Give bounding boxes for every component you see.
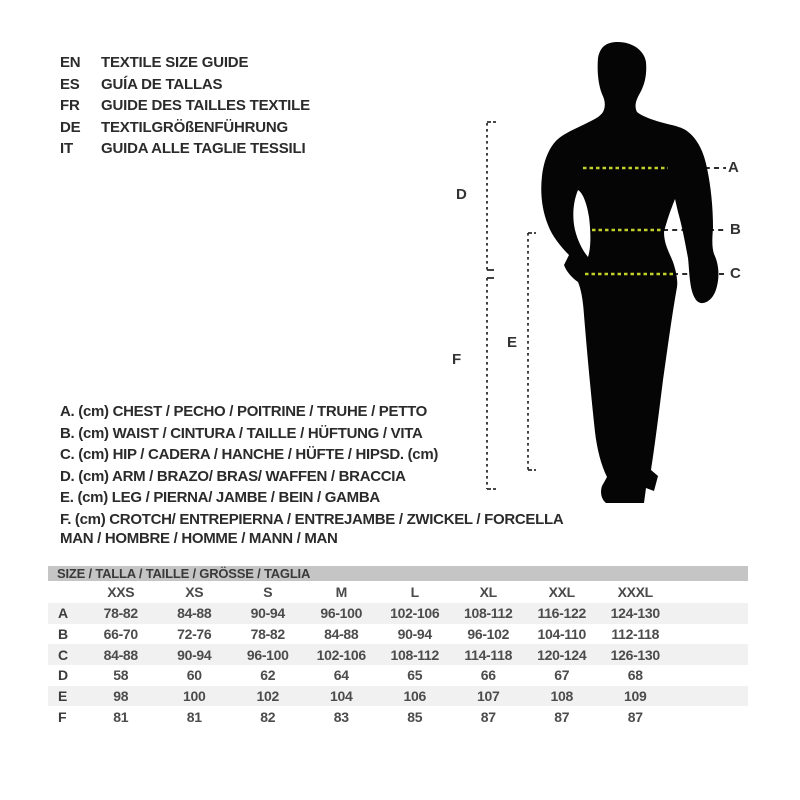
cell-b-s: 78-82 bbox=[250, 626, 285, 643]
cell-a-xxl: 116-122 bbox=[537, 605, 586, 622]
cell-d-l: 65 bbox=[407, 667, 423, 684]
cell-f-l: 85 bbox=[407, 708, 423, 725]
cell-e-s: 102 bbox=[256, 688, 279, 705]
cell-c-xxl: 120-124 bbox=[537, 646, 587, 663]
cell-f-xxl: 87 bbox=[554, 708, 570, 725]
marker-label-arm: D bbox=[456, 186, 467, 203]
cell-e-xs: 100 bbox=[183, 688, 206, 705]
row-label-a: A bbox=[58, 605, 69, 622]
cell-a-xl: 108-112 bbox=[463, 605, 513, 622]
man-silhouette bbox=[541, 42, 718, 503]
col-header-m: M bbox=[335, 584, 347, 600]
row-label-b: B bbox=[58, 626, 69, 643]
cell-d-xxxl: 68 bbox=[627, 667, 643, 684]
cell-b-l: 90-94 bbox=[397, 626, 432, 643]
col-header-xxxl: XXXL bbox=[617, 584, 653, 600]
cell-c-xxxl: 126-130 bbox=[610, 646, 660, 663]
lang-code-de: DE bbox=[60, 118, 81, 136]
marker-label-waist: B bbox=[730, 221, 741, 238]
cell-e-l: 106 bbox=[403, 688, 426, 705]
legend-line-hip: C. (cm) HIP / CADERA / HANCHE / HÜFTE / HIPSD. (cm) bbox=[60, 446, 439, 463]
col-header-xxs: XXS bbox=[107, 584, 135, 600]
cell-a-xxxl: 124-130 bbox=[610, 605, 660, 622]
cell-f-xl: 87 bbox=[480, 708, 496, 725]
row-label-d: D bbox=[58, 667, 69, 684]
cell-b-xxl: 104-110 bbox=[537, 626, 586, 643]
col-header-s: S bbox=[263, 584, 273, 600]
cell-f-xxs: 81 bbox=[113, 708, 129, 725]
cell-b-xxxl: 112-118 bbox=[611, 626, 660, 643]
row-label-e: E bbox=[58, 688, 68, 705]
legend-line-leg: E. (cm) LEG / PIERNA/ JAMBE / BEIN / GAMBA bbox=[60, 489, 380, 506]
cell-b-xl: 96-102 bbox=[467, 626, 510, 643]
cell-d-s: 62 bbox=[260, 667, 276, 684]
legend-line-arm: D. (cm) ARM / BRAZO/ BRAS/ WAFFEN / BRACCIA bbox=[60, 467, 406, 485]
table-row-f bbox=[48, 706, 748, 727]
title-text-it: GUIDA ALLE TAGLIE TESSILI bbox=[101, 140, 306, 157]
cell-b-xxs: 66-70 bbox=[103, 626, 138, 643]
cell-c-xl: 114-118 bbox=[464, 646, 513, 663]
cell-f-xxxl: 87 bbox=[627, 708, 643, 725]
marker-label-chest: A bbox=[728, 159, 739, 176]
cell-f-m: 83 bbox=[333, 708, 349, 725]
cell-d-xl: 66 bbox=[480, 667, 496, 684]
row-label-c: C bbox=[58, 646, 69, 663]
title-text-es: GUÍA DE TALLAS bbox=[101, 75, 223, 93]
title-text-en: TEXTILE SIZE GUIDE bbox=[101, 54, 249, 71]
cell-a-s: 90-94 bbox=[250, 605, 285, 622]
cell-b-m: 84-88 bbox=[324, 626, 359, 643]
legend-line-waist: B. (cm) WAIST / CINTURA / TAILLE / HÜFTUNG / VITA bbox=[60, 424, 423, 442]
col-header-xs: XS bbox=[185, 584, 204, 600]
table-row-e bbox=[48, 686, 748, 707]
cell-a-xxs: 78-82 bbox=[103, 605, 138, 622]
cell-a-xs: 84-88 bbox=[177, 605, 212, 622]
size-table-column-headers bbox=[48, 581, 748, 603]
measurement-legend bbox=[60, 401, 563, 530]
cell-c-l: 108-112 bbox=[390, 646, 439, 663]
size-table-title-bar: SIZE / TALLA / TAILLE / GRÖSSE / TAGLIA bbox=[48, 566, 748, 581]
table-row-d bbox=[48, 665, 748, 686]
row-label-f: F bbox=[58, 708, 67, 725]
cell-d-m: 64 bbox=[333, 667, 349, 684]
cell-c-m: 102-106 bbox=[316, 646, 366, 663]
col-header-xl: XL bbox=[479, 584, 497, 600]
lang-code-en: EN bbox=[60, 54, 81, 71]
cell-e-xxxl: 109 bbox=[624, 688, 647, 705]
col-header-xxl: XXL bbox=[548, 584, 575, 600]
gender-category-label: MAN / HOMBRE / HOMME / MANN / MAN bbox=[60, 530, 338, 547]
table-row-a bbox=[48, 603, 748, 624]
cell-c-s: 96-100 bbox=[246, 646, 289, 663]
cell-f-xs: 81 bbox=[186, 708, 202, 725]
cell-e-xl: 107 bbox=[477, 688, 500, 705]
cell-e-xxl: 108 bbox=[550, 688, 573, 705]
col-header-l: L bbox=[410, 584, 419, 600]
title-text-de: TEXTILGRÖßENFÜHRUNG bbox=[101, 118, 289, 136]
cell-a-l: 102-106 bbox=[390, 605, 440, 622]
cell-c-xxs: 84-88 bbox=[103, 646, 138, 663]
size-table bbox=[48, 566, 748, 727]
marker-label-hip: C bbox=[730, 265, 741, 282]
legend-line-chest: A. (cm) CHEST / PECHO / POITRINE / TRUHE / PETTO bbox=[60, 403, 428, 420]
cell-e-m: 104 bbox=[330, 688, 353, 705]
marker-label-leg: E bbox=[507, 334, 518, 351]
cell-b-xs: 72-76 bbox=[177, 626, 212, 643]
table-row-c bbox=[48, 644, 748, 665]
lang-code-es: ES bbox=[60, 75, 80, 93]
cell-c-xs: 90-94 bbox=[177, 646, 212, 663]
lang-code-fr: FR bbox=[60, 97, 80, 114]
cell-e-xxs: 98 bbox=[113, 688, 129, 705]
cell-d-xxs: 58 bbox=[113, 667, 129, 684]
table-row-b bbox=[48, 624, 748, 645]
cell-d-xxl: 67 bbox=[554, 667, 570, 684]
cell-d-xs: 60 bbox=[186, 667, 202, 684]
lang-code-it: IT bbox=[60, 140, 73, 157]
legend-line-crotch: F. (cm) CROTCH/ ENTREPIERNA / ENTREJAMBE / ZWICKEL / FORCELLA bbox=[60, 510, 564, 528]
marker-label-crotch: F bbox=[452, 351, 462, 368]
cell-f-s: 82 bbox=[260, 708, 276, 725]
title-text-fr: GUIDE DES TAILLES TEXTILE bbox=[101, 97, 310, 114]
cell-a-m: 96-100 bbox=[320, 605, 363, 622]
